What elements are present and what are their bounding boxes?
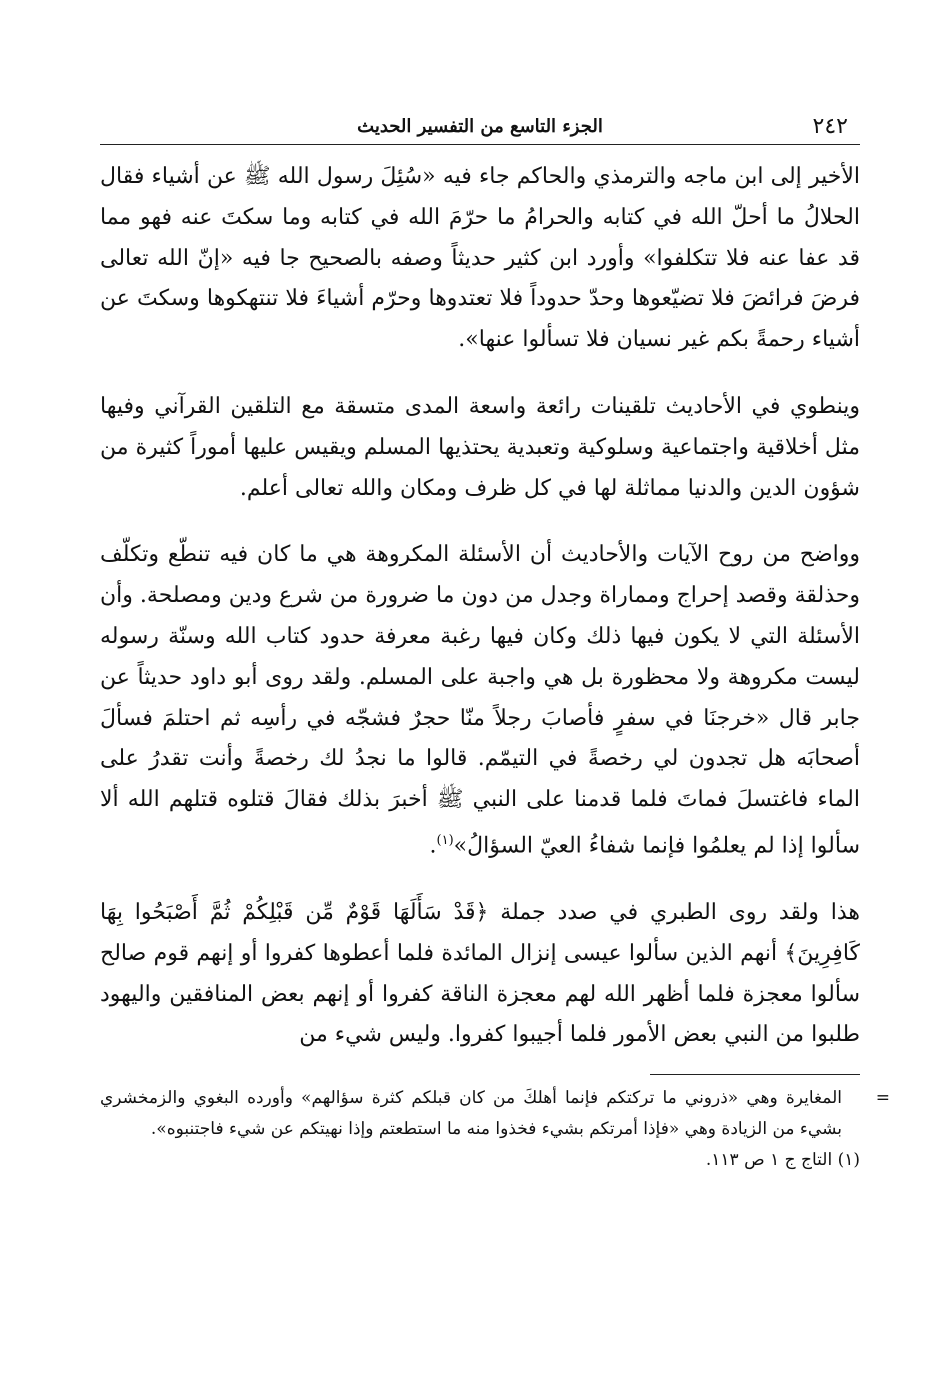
page-number: ٢٤٢ xyxy=(812,114,848,139)
footnote-reference: (١) xyxy=(436,832,454,848)
running-header xyxy=(100,110,860,145)
footnote-continuation xyxy=(100,1083,890,1145)
footnote-divider xyxy=(650,1074,860,1075)
footnote-continuation-text: المغايرة وهي «ذروني ما تركتكم فإنما أهلكَ من كان قبلكم كثرة سؤالهم» وأورده البغوي والزمخشري بشيء من الزيادة وهي «فإذا أمرتكم بشيء فخذوا منه ما استطعتم وإذا نهيتكم عن شيء فاجتنبوه». xyxy=(100,1088,842,1140)
footnote-1: (١) التاج ج ١ ص ١١٣. xyxy=(705,1150,860,1171)
continuation-mark: = xyxy=(875,1088,890,1109)
paragraph-3-text: وواضح من روح الآيات والأحاديث أن الأسئلة المكروهة هي ما كان فيه تنطّع وتكلّف وحذلقة وقصد إحراج ومماراة وجدل من دون ما ضرورة من شرع ودين ومصلحة. وأن الأسئلة التي لا يكون فيها ذلك وكان فيها رغبة معرفة حدود كتاب الله وسنّة رسوله ليست مكروهة ولا محظورة بل هي واجبة على المسلم. ولقد روى أبو داود حديثاً عن جابر قال «خرجنَا في سفرٍ فأصابَ رجلاً منّا حجرٌ فشجّه في رأسِه ثم احتلمَ فسألَ أصحابَه هل تجدون لي رخصةً في التيمّم. قالوا ما نجدُ لك رخصةً وأنت تقدرُ على الماء فاغتسلَ فماتَ فلما قدمنا على النبي ﷺ أخبرَ بذلك فقالَ قتلوه قتلهم الله ألا سألوا إذا لم يعلمُوا فإنما شفاءُ العيّ السؤالُ» xyxy=(100,542,860,859)
paragraph-3 xyxy=(100,535,860,867)
book-page xyxy=(100,110,890,1176)
paragraph-1: الأخير إلى ابن ماجه والترمذي والحاكم جاء فيه «سُئِلَ رسول الله ﷺ عن أشياء فقال الحلالُ ما أحلّ الله في كتابه والحرامُ ما حرّمَ الله في كتابه وما سكتَ عنه فهو مما قد عفا عنه فلا تتكلفوا» وأورد ابن كثير حديثاً وصفه بالصحيح جا فيه «إنّ الله تعالى فرضَ فرائضَ فلا تضيّعوها وحدّ حدوداً فلا تعتدوها وحرّم أشياءَ فلا تنتهكوها وسكتَ عن أشياء رحمةً بكم غير نسيان فلا تسألوا عنها». xyxy=(100,164,860,353)
paragraph-2: وينطوي في الأحاديث تلقينات رائعة واسعة المدى متسقة مع التلقين القرآني وفيها مثل أخلاقية واجتماعية وسلوكية وتعبدية يحتذيها المسلم ويقيس عليها أموراً كثيرة من شؤون الدين والدنيا مماثلة لها في كل ظرف ومكان والله تعالى أعلم. xyxy=(100,393,860,501)
paragraph-3-period: . xyxy=(429,833,437,859)
paragraph-4: هذا ولقد روى الطبري في صدد جملة ﴿قَدْ سَأَلَهَا قَوْمٌ مِّن قَبْلِكُمْ ثُمَّ أَصْبَحُوا بِهَا كَافِرِينَ﴾ أنهم الذين سألوا عيسى إنزال المائدة فلما أعطوها كفروا أو إنهم قوم صالح سألوا معجزة فلما أظهر الله لهم معجزة الناقة كفروا أو إنهم بعض المنافقين واليهود طلبوا من النبي بعض الأمور فلما أجيبوا كفروا. وليس شيء من xyxy=(100,900,860,1048)
running-title: الجزء التاسع من التفسير الحديث xyxy=(357,116,603,137)
